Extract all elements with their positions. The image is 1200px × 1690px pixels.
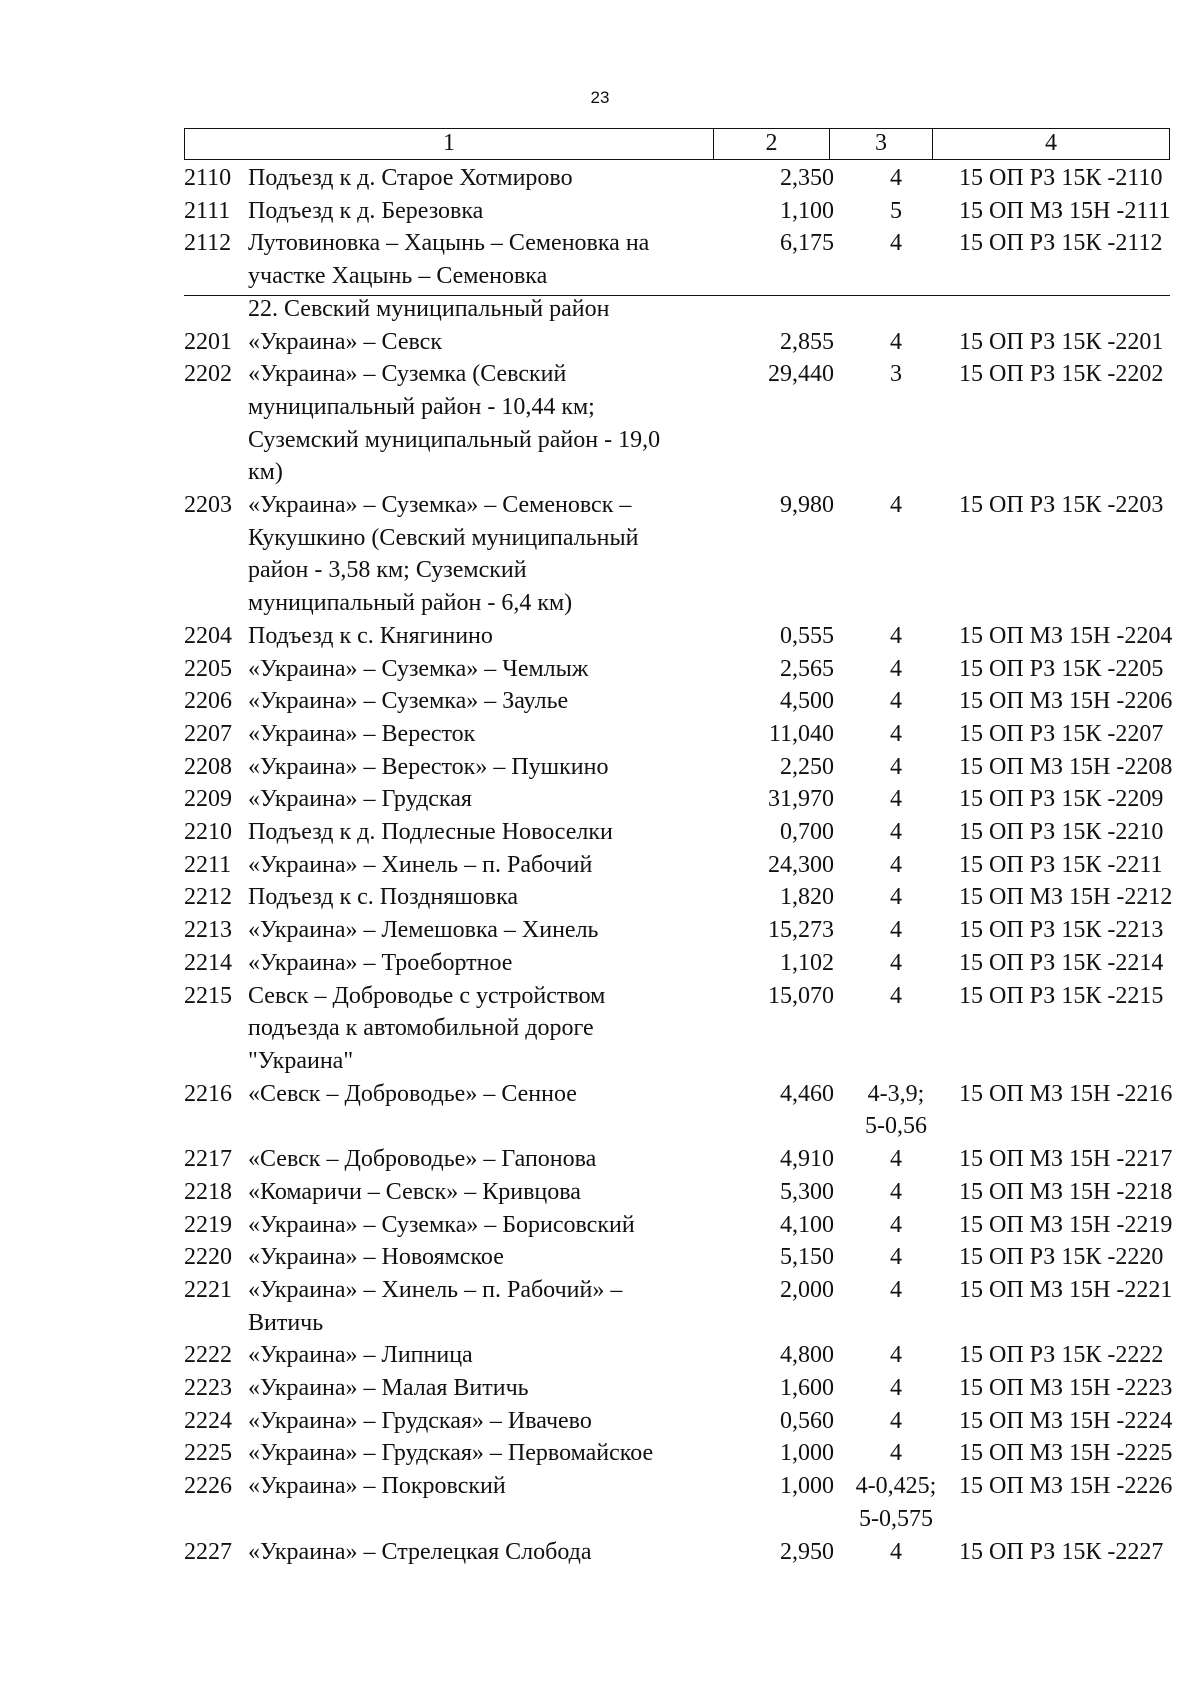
road-name-line: подъезда к автомобильной дороге: [248, 1015, 594, 1042]
row-number: 2216: [184, 1080, 232, 1107]
road-name: [248, 326, 722, 359]
road-id: 15 ОП РЗ 15К -2201: [959, 328, 1164, 355]
row-number: 2205: [184, 655, 232, 682]
road-id: 15 ОП МЗ 15Н -2221: [959, 1276, 1173, 1303]
road-name-line: «Украина» – Липница: [248, 1342, 473, 1369]
road-id: 15 ОП МЗ 15Н -2224: [959, 1407, 1173, 1434]
table-row: [184, 620, 1174, 653]
section-title: 22. Севский муниципальный район: [248, 295, 610, 322]
road-category-line: 4: [890, 819, 902, 846]
table-row: [184, 489, 1174, 620]
road-length: 2,855: [780, 328, 834, 355]
road-name-line: «Комаричи – Севск» – Кривцова: [248, 1178, 581, 1205]
road-name-line: «Севск – Доброводье» – Сенное: [248, 1080, 577, 1107]
road-id: 15 ОП РЗ 15К -2213: [959, 917, 1164, 944]
road-category-line: 4: [890, 1178, 902, 1205]
road-length: 1,000: [780, 1440, 834, 1467]
road-category-line: 4: [890, 1342, 902, 1369]
road-category-line: 4: [890, 1211, 902, 1238]
road-id: 15 ОП МЗ 15Н -2219: [959, 1211, 1173, 1238]
road-name-line: Подъезд к с. Княгинино: [248, 622, 493, 649]
row-number: 2110: [184, 165, 232, 191]
road-category: [836, 1209, 956, 1242]
table-header: [184, 128, 1170, 160]
road-id: 15 ОП МЗ 15Н -2212: [959, 884, 1173, 911]
road-name: [248, 1470, 722, 1535]
road-id: 15 ОП МЗ 15Н -2217: [959, 1146, 1173, 1173]
road-category: [836, 1437, 956, 1470]
road-category: [836, 685, 956, 718]
road-name-line: Подъезд к д. Березовка: [248, 197, 484, 224]
road-category-line: 4: [890, 982, 902, 1009]
road-category-line: 4: [890, 1440, 902, 1467]
road-id: 15 ОП РЗ 15К -2222: [959, 1342, 1164, 1369]
row-number: 2209: [184, 786, 232, 813]
road-name: [248, 1176, 722, 1209]
road-table: [184, 162, 1174, 1568]
row-number: 2206: [184, 688, 232, 715]
road-id: 15 ОП МЗ 15Н -2204: [959, 622, 1173, 649]
road-category: [836, 751, 956, 784]
road-length: 2,565: [780, 655, 834, 682]
road-length: 0,555: [780, 622, 834, 649]
row-number: 2211: [184, 851, 232, 878]
road-id: 15 ОП РЗ 15К -2211: [959, 851, 1163, 878]
rows-before-section: [184, 162, 1174, 293]
table-row: [184, 1241, 1174, 1274]
table-row: [184, 162, 1174, 195]
road-name-line: км): [248, 459, 283, 486]
road-category-line: 4: [890, 753, 902, 780]
road-name-line: «Украина» – Грудская» – Ивачево: [248, 1407, 592, 1434]
road-id: 15 ОП РЗ 15К -2205: [959, 655, 1164, 682]
road-id: 15 ОП РЗ 15К -2209: [959, 786, 1164, 813]
road-length: 5,300: [780, 1178, 834, 1205]
road-length: 1,100: [780, 197, 834, 224]
road-name-line: «Украина» – Суземка» – Чемлыж: [248, 655, 589, 682]
row-number: 2215: [184, 982, 232, 1009]
road-category: [836, 980, 956, 1078]
row-number: 2204: [184, 622, 232, 649]
road-category-line: 4: [890, 917, 902, 944]
road-name-line: Лутовиновка – Хацынь – Семеновка на: [248, 230, 650, 257]
road-name-line: «Украина» – Малая Витичь: [248, 1375, 529, 1402]
road-category: [836, 1339, 956, 1372]
road-category-line: 4: [890, 655, 902, 682]
road-name-line: «Украина» – Грудская» – Первомайское: [248, 1440, 654, 1467]
road-category-line: 5-0,575: [859, 1505, 933, 1532]
road-name: [248, 783, 722, 816]
road-name-line: «Украина» – Грудская: [248, 786, 472, 813]
road-category: [836, 1143, 956, 1176]
table-row: [184, 358, 1174, 489]
road-name: [248, 685, 722, 718]
road-length: 4,910: [780, 1146, 834, 1173]
road-length: 0,700: [780, 819, 834, 846]
road-category-line: 4: [890, 1407, 902, 1434]
road-name-line: «Украина» – Суземка» – Семеновск –: [248, 492, 632, 519]
road-category: [836, 1176, 956, 1209]
table-row: [184, 1143, 1174, 1176]
road-category: [836, 1536, 956, 1569]
road-id: 15 ОП МЗ 15Н -2111: [959, 197, 1171, 224]
road-id: 15 ОП РЗ 15К -2227: [959, 1538, 1164, 1565]
road-name-line: Суземский муниципальный район - 19,0: [248, 426, 661, 453]
road-name-line: «Украина» – Хинель – п. Рабочий: [248, 851, 593, 878]
road-name: [248, 162, 722, 195]
road-category-line: 4: [890, 492, 902, 519]
road-name-line: «Севск – Доброводье» – Гапонова: [248, 1146, 597, 1173]
road-category-line: 5: [890, 197, 902, 224]
road-length: 2,250: [780, 753, 834, 780]
road-category-line: 4: [890, 720, 902, 747]
road-category-line: 4: [890, 1538, 902, 1565]
row-number: 2112: [184, 230, 232, 257]
table-row: [184, 1078, 1174, 1143]
road-name: [248, 1078, 722, 1143]
road-category: [836, 1405, 956, 1438]
row-number: 2218: [184, 1178, 232, 1205]
road-category: [836, 947, 956, 980]
road-id: 15 ОП РЗ 15К -2207: [959, 720, 1164, 747]
road-category-line: 4: [890, 688, 902, 715]
road-category: [836, 1274, 956, 1339]
road-name-line: «Украина» – Новоямское: [248, 1244, 504, 1271]
road-name: [248, 914, 722, 947]
road-category: [836, 227, 956, 292]
table-row: [184, 1470, 1174, 1535]
table-row: [184, 685, 1174, 718]
road-category-line: 4-0,425;: [855, 1473, 937, 1500]
road-length: 4,100: [780, 1211, 834, 1238]
table-row: [184, 227, 1174, 292]
road-category: [836, 653, 956, 686]
road-category-line: 4: [890, 1276, 902, 1303]
road-length: 4,500: [780, 688, 834, 715]
section-title-row: [184, 293, 1174, 326]
road-name-line: район - 3,58 км; Суземский: [248, 557, 527, 584]
road-name-line: "Украина": [248, 1047, 354, 1074]
table-row: [184, 653, 1174, 686]
road-name: [248, 718, 722, 751]
road-id: 15 ОП МЗ 15Н -2223: [959, 1375, 1173, 1402]
road-id: 15 ОП МЗ 15Н -2216: [959, 1080, 1173, 1107]
road-category-line: 4: [890, 230, 902, 257]
road-name-line: «Украина» – Хинель – п. Рабочий» –: [248, 1276, 623, 1303]
table-row: [184, 783, 1174, 816]
road-name-line: Подъезд к д. Старое Хотмирово: [248, 165, 573, 191]
rows-after-section: [184, 326, 1174, 1569]
road-name: [248, 653, 722, 686]
road-category: [836, 326, 956, 359]
road-name: [248, 947, 722, 980]
road-length: 1,000: [780, 1473, 834, 1500]
road-name: [248, 489, 722, 620]
road-category: [836, 358, 956, 489]
row-number: 2212: [184, 884, 232, 911]
road-name-line: «Украина» – Суземка» – Заулье: [248, 688, 569, 715]
road-category-line: 4: [890, 165, 902, 191]
road-id: 15 ОП РЗ 15К -2202: [959, 361, 1164, 388]
road-category: [836, 1241, 956, 1274]
header-col-1: 1: [443, 130, 455, 156]
road-name: [248, 1241, 722, 1274]
row-number: 2213: [184, 917, 232, 944]
road-id: 15 ОП МЗ 15Н -2208: [959, 753, 1173, 780]
road-id: 15 ОП МЗ 15Н -2226: [959, 1473, 1173, 1500]
road-name-line: «Украина» – Троебортное: [248, 949, 513, 976]
road-name: [248, 980, 722, 1078]
road-name-line: Витичь: [248, 1309, 324, 1336]
road-category: [836, 162, 956, 195]
row-number: 2217: [184, 1146, 232, 1173]
table-row: [184, 1536, 1174, 1569]
road-name-line: «Украина» – Севск: [248, 328, 442, 355]
table-row: [184, 195, 1174, 228]
road-category: [836, 1078, 956, 1143]
road-id: 15 ОП МЗ 15Н -2218: [959, 1178, 1173, 1205]
road-category-line: 4: [890, 622, 902, 649]
road-length: 15,070: [768, 982, 834, 1009]
row-number: 2201: [184, 328, 232, 355]
road-category-line: 4: [890, 786, 902, 813]
table-row: [184, 947, 1174, 980]
road-length: 2,950: [780, 1538, 834, 1565]
row-number: 2224: [184, 1407, 232, 1434]
road-name-line: «Украина» – Стрелецкая Слобода: [248, 1538, 592, 1565]
road-category-line: 5-0,56: [865, 1113, 927, 1140]
road-id: 15 ОП РЗ 15К -2210: [959, 819, 1164, 846]
road-id: 15 ОП МЗ 15Н -2225: [959, 1440, 1173, 1467]
table-row: [184, 1176, 1174, 1209]
road-category-line: 4-3,9;: [867, 1080, 925, 1107]
road-name: [248, 1209, 722, 1242]
table-row: [184, 816, 1174, 849]
road-name: [248, 195, 722, 228]
road-category: [836, 783, 956, 816]
road-length: 29,440: [768, 361, 834, 388]
road-name-line: «Украина» – Лемешовка – Хинель: [248, 917, 599, 944]
table-row: [184, 1372, 1174, 1405]
road-length: 15,273: [768, 917, 834, 944]
table-row: [184, 849, 1174, 882]
row-number: 2111: [184, 197, 231, 224]
road-length: 0,560: [780, 1407, 834, 1434]
row-number: 2226: [184, 1473, 232, 1500]
road-name: [248, 1405, 722, 1438]
row-number: 2202: [184, 361, 232, 388]
road-name-line: Кукушкино (Севский муниципальный: [248, 524, 639, 551]
table-row: [184, 1339, 1174, 1372]
road-length: 4,800: [780, 1342, 834, 1369]
road-id: 15 ОП РЗ 15К -2110: [959, 165, 1163, 191]
road-name-line: муниципальный район - 6,4 км): [248, 590, 573, 617]
row-number: 2208: [184, 753, 232, 780]
row-number: 2203: [184, 492, 232, 519]
road-id: 15 ОП РЗ 15К -2203: [959, 492, 1164, 519]
row-number: 2214: [184, 949, 232, 976]
row-number: 2221: [184, 1276, 232, 1303]
road-category: [836, 1372, 956, 1405]
road-length: 11,040: [768, 720, 834, 747]
table-row: [184, 1209, 1174, 1242]
road-length: 5,150: [780, 1244, 834, 1271]
road-length: 1,102: [780, 949, 834, 976]
table-row: [184, 914, 1174, 947]
road-length: 6,175: [780, 230, 834, 257]
road-name: [248, 1274, 722, 1339]
row-number: 2225: [184, 1440, 232, 1467]
road-category: [836, 1470, 956, 1535]
road-category-line: 4: [890, 1375, 902, 1402]
table-row: [184, 751, 1174, 784]
row-number: 2219: [184, 1211, 232, 1238]
row-number: 2222: [184, 1342, 232, 1369]
road-name-line: Подъезд к д. Подлесные Новоселки: [248, 819, 613, 846]
header-col-4: 4: [932, 129, 1169, 159]
table-row: [184, 326, 1174, 359]
road-name-line: Севск – Доброводье с устройством: [248, 982, 606, 1009]
road-category-line: 4: [890, 851, 902, 878]
road-name: [248, 1372, 722, 1405]
road-id: 15 ОП РЗ 15К -2112: [959, 230, 1163, 257]
road-name-line: «Украина» – Bерeсток: [248, 720, 476, 747]
row-number: 2210: [184, 819, 232, 846]
section-divider: [184, 295, 1170, 296]
road-length: 24,300: [768, 851, 834, 878]
road-name: [248, 881, 722, 914]
road-name-line: «Украина» – Покровский: [248, 1473, 506, 1500]
road-length: 2,000: [780, 1276, 834, 1303]
road-category: [836, 849, 956, 882]
road-length: 1,820: [780, 884, 834, 911]
road-name: [248, 751, 722, 784]
road-length: 1,600: [780, 1375, 834, 1402]
road-category-line: 4: [890, 1146, 902, 1173]
road-category: [836, 620, 956, 653]
road-name: [248, 358, 722, 489]
road-length: 4,460: [780, 1080, 834, 1107]
road-name-line: муниципальный район - 10,44 км;: [248, 393, 595, 420]
road-category: [836, 195, 956, 228]
row-number: 2227: [184, 1538, 232, 1565]
road-name: [248, 227, 722, 292]
road-category-line: 4: [890, 884, 902, 911]
page-number: 23: [590, 88, 610, 107]
table-row: [184, 1274, 1174, 1339]
road-category: [836, 914, 956, 947]
header-col-3: 3: [829, 129, 932, 159]
row-number: 2223: [184, 1375, 232, 1402]
table-row: [184, 881, 1174, 914]
road-category-line: 4: [890, 1244, 902, 1271]
road-name-line: «Украина» – Суземка» – Борисовский: [248, 1211, 635, 1238]
road-id: 15 ОП МЗ 15Н -2206: [959, 688, 1173, 715]
table-row: [184, 1437, 1174, 1470]
road-id: 15 ОП РЗ 15К -2215: [959, 982, 1164, 1009]
road-name: [248, 849, 722, 882]
road-category: [836, 816, 956, 849]
table-row: [184, 718, 1174, 751]
road-category: [836, 718, 956, 751]
road-id: 15 ОП РЗ 15К -2214: [959, 949, 1164, 976]
road-name-line: Подъезд к с. Поздняшовка: [248, 884, 519, 911]
row-number: 2220: [184, 1244, 232, 1271]
road-name: [248, 620, 722, 653]
road-category: [836, 489, 956, 620]
road-name-line: «Украина» – Bерeсток» – Пушкино: [248, 753, 609, 780]
road-category-line: 4: [890, 328, 902, 355]
table-row: [184, 1405, 1174, 1438]
road-length: 2,350: [780, 165, 834, 191]
header-col-2: 2: [713, 129, 829, 159]
road-name: [248, 1437, 722, 1470]
road-name-line: участке Хацынь – Семеновка: [248, 263, 548, 290]
road-name: [248, 1143, 722, 1176]
row-number: 2207: [184, 720, 232, 747]
road-category-line: 4: [890, 949, 902, 976]
road-name-line: «Украина» – Суземка (Севский: [248, 361, 567, 388]
road-category: [836, 881, 956, 914]
table-row: [184, 980, 1174, 1078]
road-id: 15 ОП РЗ 15К -2220: [959, 1244, 1164, 1271]
road-category-line: 3: [890, 361, 902, 388]
road-name: [248, 816, 722, 849]
road-length: 9,980: [780, 492, 834, 519]
road-name: [248, 1536, 722, 1569]
road-name: [248, 1339, 722, 1372]
road-length: 31,970: [768, 786, 834, 813]
